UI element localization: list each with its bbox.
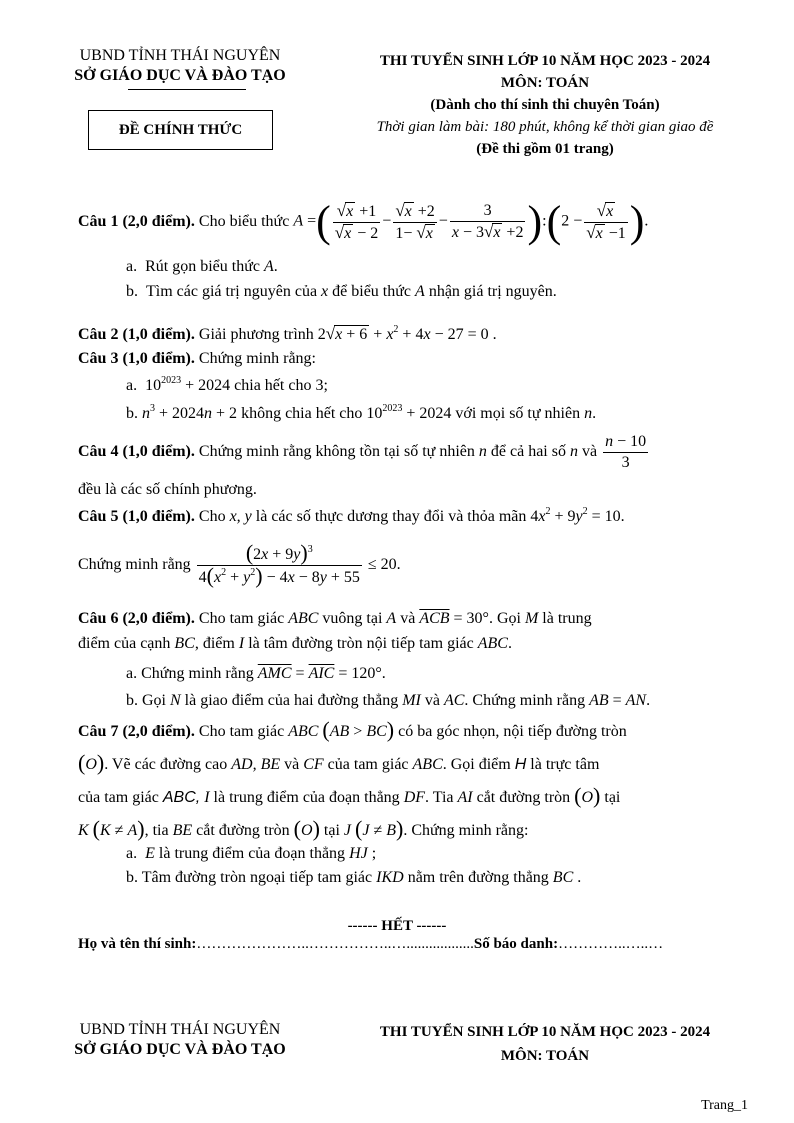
question-3: Câu 3 (1,0 điểm). Chứng minh rằng: bbox=[78, 350, 316, 367]
exam-title-2: THI TUYỂN SINH LỚP 10 NĂM HỌC 2023 - 2024 bbox=[379, 1024, 711, 1040]
q2-equation: $2√x + 6 + x^2 + 4x - 27 = 0$ . bbox=[317, 324, 497, 343]
q3-part-b: b. $n^3 + 2024n + 2$ không chia hết cho $10^{2023} + 2024$ với mọi số tự nhiên n. bbox=[126, 403, 597, 422]
question-4-cont: đều là các số chính phương. bbox=[78, 481, 257, 498]
page-number: Trang_1 bbox=[701, 1098, 748, 1113]
question-7-line3: của tam giác ABC, I là trung điểm của đoạn thẳng DF. Tia AI cắt đường tròn (O) tại bbox=[78, 783, 621, 808]
department-underline bbox=[128, 89, 246, 90]
q5-fraction: $\frac{(2x + 9y)^3}{4(x^2 + y^2) - 4x - 8y + 55}$ bbox=[198, 539, 360, 588]
question-6: Câu 6 (2,0 điểm). Cho tam giác ABC vuông tại A và $\overline{ACB} = 30^\circ$. Gọi M là trung bbox=[78, 610, 592, 627]
question-1 bbox=[78, 192, 748, 252]
q1-text: Cho biểu thức bbox=[194, 213, 294, 230]
question-5: Câu 5 (1,0 điểm). Cho x, y là các số thực dương thay đổi và thỏa mãn $4x^2 + 9y^2 = 10$. bbox=[78, 506, 625, 525]
authority-name: UBND TỈNH THÁI NGUYÊN bbox=[79, 47, 281, 64]
question-5-inequality: Chứng minh rằng $\frac{(2x + 9y)^3}{4(x^2 + y^2) - 4x - 8y + 55}$ ≤ 20. bbox=[78, 539, 401, 588]
department-name: SỞ GIÁO DỤC VÀ ĐÀO TẠO bbox=[74, 67, 286, 84]
candidate-name-dots: …………………..……………..….................. bbox=[196, 936, 474, 952]
question-6-line2: điểm của cạnh BC, điểm I là tâm đường tròn nội tiếp tam giác ABC. bbox=[78, 635, 512, 652]
subject-2: MÔN: TOÁN bbox=[500, 1048, 590, 1064]
question-7-line2: (O). Vẽ các đường cao AD, BE và CF của tam giác ABC. Gọi điểm H là trực tâm bbox=[78, 750, 600, 775]
header2-right bbox=[340, 1020, 750, 1068]
subject: MÔN: TOÁN bbox=[500, 75, 590, 91]
q1-label: Câu 1 (2,0 điểm). bbox=[78, 213, 195, 230]
exam-title: THI TUYỂN SINH LỚP 10 NĂM HỌC 2023 - 2024 bbox=[379, 53, 711, 69]
official-exam-box: ĐỀ CHÍNH THỨC bbox=[88, 110, 273, 150]
candidate-id-dots: …………..…..… bbox=[558, 936, 664, 952]
candidate-name-label: Họ và tên thí sinh: bbox=[78, 936, 197, 952]
question-7-line4: K (K ≠ A), tia BE cắt đường tròn (O) tại J (J ≠ B). Chứng minh rằng: bbox=[78, 816, 529, 841]
question-2: Câu 2 (1,0 điểm). Giải phương trình $2√x + 6 + x^2 + 4x - 27 = 0$ . bbox=[78, 324, 497, 343]
candidate-id-label: Số báo danh: bbox=[473, 936, 559, 952]
page-count-note: (Đề thi gồm 01 trang) bbox=[476, 141, 614, 157]
q6-part-a: a. Chứng minh rằng $\overline{AMC} = \overline{AIC} = 120^\circ$. bbox=[126, 665, 386, 682]
exam-duration: Thời gian làm bài: 180 phút, không kể thời gian giao đề bbox=[376, 119, 714, 135]
candidate-info bbox=[78, 936, 748, 953]
header2-left bbox=[60, 1020, 300, 1060]
question-4: Câu 4 (1,0 điểm). Chứng minh rằng không tồn tại số tự nhiên n để cả hai số n và $\frac{n - 10}{3}$ bbox=[78, 432, 647, 471]
q7-part-a: a. E là trung điểm của đoạn thẳng HJ ; bbox=[126, 845, 377, 862]
q6-part-b: b. Gọi N là giao điểm của hai đường thẳng MI và AC. Chứng minh rằng AB = AN. bbox=[126, 692, 651, 709]
header-left bbox=[60, 46, 300, 86]
q3-part-a: a. $10^{2023} + 2024$ chia hết cho 3; bbox=[126, 375, 328, 394]
q4-fraction: $\frac{n - 10}{3}$ bbox=[605, 432, 647, 471]
q7-part-b: b. Tâm đường tròn ngoại tiếp tam giác IKD nằm trên đường thẳng BC . bbox=[126, 869, 582, 886]
question-7: Câu 7 (2,0 điểm). Cho tam giác ABC (AB > BC) có ba góc nhọn, nội tiếp đường tròn bbox=[78, 717, 627, 742]
q1-formula: A =( $\frac{√x +1}{√x - 2}$ − $\frac{√x +2}{1- √x}$ − $\frac{3}{x - 3√x +2}$ ):(2 − $\frac{√x}{√x -1}$ ). bbox=[293, 197, 649, 247]
q1-part-b: b. Tìm các giá trị nguyên của x để biểu thức A nhận giá trị nguyên. bbox=[126, 283, 557, 300]
end-marker: ------ HẾT ------ bbox=[347, 918, 447, 934]
header-right bbox=[340, 50, 750, 160]
department-name-2: SỞ GIÁO DỤC VÀ ĐÀO TẠO bbox=[74, 1041, 286, 1058]
authority-name-2: UBND TỈNH THÁI NGUYÊN bbox=[79, 1021, 281, 1038]
exam-audience: (Dành cho thí sinh thi chuyên Toán) bbox=[430, 97, 660, 113]
q1-part-a: a. Rút gọn biểu thức A. bbox=[126, 258, 278, 275]
